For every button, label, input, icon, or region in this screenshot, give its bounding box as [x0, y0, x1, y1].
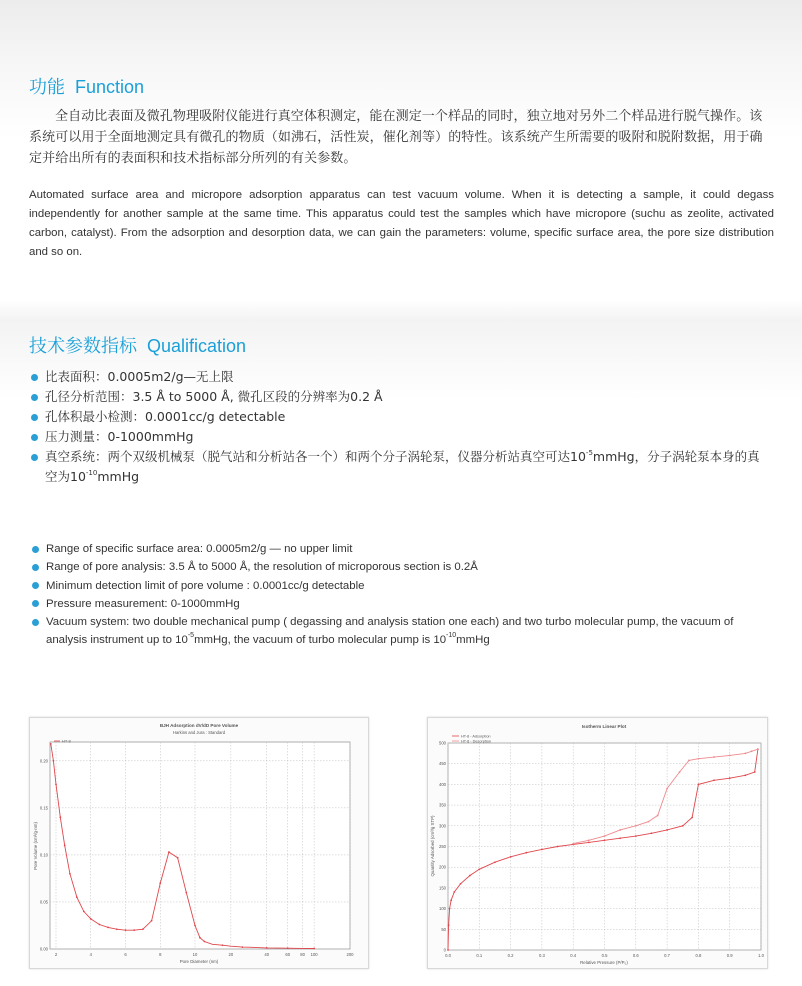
y-tick-label: 0 [443, 947, 446, 953]
bullet-icon [31, 454, 38, 461]
data-point [185, 892, 187, 894]
chart-subtitle: Harkins and Jura : Standard [172, 730, 226, 735]
chart-title: BJH Adsorption dV/dD Pore Volume [159, 723, 239, 728]
list-item: Pressure measurement: 0-1000mmHg [32, 595, 772, 613]
data-point [159, 882, 161, 884]
data-point [682, 825, 684, 827]
list-item: 比表面积：0.0005m2/g—无上限 [31, 367, 771, 387]
isotherm-chart-svg [428, 718, 767, 968]
bullet-icon [31, 394, 38, 401]
y-tick-label: 250 [439, 844, 446, 849]
isotherm-chart [427, 717, 768, 969]
list-item: Range of pore analysis: 3.5 Å to 5000 Å, the resolution of microporous section is 0.2Å [32, 558, 772, 576]
qualification-heading-cn: 技术参数指标 [29, 336, 137, 356]
data-point [744, 774, 746, 776]
data-point [510, 856, 512, 858]
legend-label: HT-8 - Desorption [461, 739, 491, 744]
function-paragraph-en: Automated surface area and micropore adsorption apparatus can test vacuum volume. When it is detecting a sample, it could degass independently for another sample at the same time. This apparatus could test the samples which have micropore (suchu as zeolite, activated carbon, catalyst). From the adsorption and desorption data, we can gain the parameters: volume, specific surface area, the pore size distribution and so on. [29, 189, 774, 258]
x-tick-label: 10 [192, 952, 198, 957]
data-point [698, 758, 700, 760]
data-point [199, 937, 201, 939]
x-tick-label: 0.2 [507, 953, 514, 958]
pore-volume-chart-svg [30, 718, 368, 968]
y-tick-label: 0.05 [39, 899, 48, 905]
x-tick-label: 60 [285, 952, 291, 957]
data-point [59, 816, 61, 818]
data-point [666, 829, 668, 831]
data-point [69, 873, 71, 875]
x-tick-label: 100 [310, 952, 318, 957]
y-tick-label: 200 [439, 864, 446, 870]
y-tick-label: 0.15 [39, 805, 48, 811]
list-item: Range of specific surface area: 0.0005m2/g — no upper limit [32, 540, 772, 558]
list-item-vacuum: Vacuum system: two double mechanical pump ( degassing and analysis station one each) and two turbo molecular pump, the vacuum of analysis instrument up to $10^{-5}mmHg$, the vacuum of turbo molecular pump is $10^{-10}mmHg$ [32, 613, 772, 650]
function-heading-en: Function [75, 77, 145, 97]
data-point [448, 924, 450, 926]
y-tick-label: 350 [439, 802, 446, 808]
x-axis-label: Relative Pressure (P/P₀) [580, 960, 628, 965]
x-axis-label: Pore Diameter (nm) [179, 959, 219, 964]
x-tick-label: 0.0 [445, 953, 451, 958]
bullet-icon [31, 434, 38, 441]
y-tick-label: 300 [439, 823, 446, 829]
qualification-list-en [32, 540, 772, 650]
data-point [751, 750, 753, 752]
x-tick-label: 0.6 [632, 953, 639, 958]
list-item: 压力测量：0-1000mmHg [31, 427, 771, 447]
data-point [116, 928, 118, 930]
list-item: 孔体积最小检测：0.0001cc/g detectable [31, 407, 771, 427]
plot-area [50, 742, 350, 949]
data-point [99, 924, 101, 926]
qualification-heading [29, 332, 246, 358]
data-point [450, 899, 452, 901]
qualification-list-cn [31, 367, 771, 487]
y-tick-label: 150 [439, 885, 446, 891]
data-point [494, 861, 496, 863]
x-tick-label: 0.9 [726, 953, 733, 958]
list-item-vacuum: 真空系统：两个双级机械泵（脱气站和分析站各一个）和两个分子涡轮泵，仪器分析站真空可达$10^{-5}mmHg$，分子涡轮泵本身的真空为$10^{-10}mmHg$ [31, 447, 771, 487]
data-point [729, 777, 731, 779]
data-point [757, 748, 759, 750]
bullet-icon [32, 619, 39, 626]
bullet-icon [32, 600, 39, 607]
data-point [204, 941, 206, 943]
data-point [76, 896, 78, 898]
data-point [168, 851, 170, 853]
data-point [588, 841, 590, 843]
data-point [50, 743, 52, 745]
data-point [619, 837, 621, 839]
x-tick-label: 0.1 [476, 953, 483, 958]
function-paragraph-cn: 全自动比表面及微孔物理吸附仪能进行真空体积测定，能在测定一个样品的同时，独立地对另外二个样品进行脱气操作。该系统可以用于全面地测定具有微孔的物质（如沸石，活性炭，催化剂等）的特性。该系统产生所需要的吸附和脱附数据，用于确定并给出所有的表面积和技术指标部分所列的有关参数。 [29, 109, 763, 166]
data-point [242, 946, 244, 948]
data-point [90, 918, 92, 920]
bullet-icon [32, 564, 39, 571]
pore-volume-chart [29, 717, 369, 969]
data-point [713, 779, 715, 781]
x-tick-label: 40 [264, 952, 270, 957]
data-point [572, 843, 574, 845]
data-point [619, 829, 621, 831]
y-tick-label: 0.10 [39, 852, 48, 858]
data-point [142, 928, 144, 930]
data-point [64, 845, 66, 847]
data-point [469, 875, 471, 877]
data-point [604, 835, 606, 837]
x-tick-label: 20 [228, 952, 234, 957]
list-item: 孔径分析范围：3.5 Å to 5000 Å, 微孔区段的分辨率为0.2 Å [31, 387, 771, 407]
data-point [666, 788, 668, 790]
x-tick-label: 80 [300, 952, 305, 957]
data-point [688, 759, 690, 761]
data-point [83, 910, 85, 912]
y-axis-label: Pore Volume (cm³/g·nm) [33, 822, 38, 870]
data-point [478, 868, 480, 870]
data-point [313, 948, 315, 950]
y-tick-label: 100 [439, 906, 446, 912]
function-heading [29, 73, 144, 99]
x-tick-label: 2 [54, 952, 58, 957]
data-point [635, 825, 637, 827]
legend-label: HT-8 [62, 738, 71, 744]
bullet-icon [32, 546, 39, 553]
y-tick-label: 0.00 [39, 946, 48, 952]
data-point [107, 926, 109, 928]
y-axis-label: Quantity Adsorbed (cm³/g STP) [430, 815, 435, 877]
data-point [453, 891, 455, 893]
data-point [713, 756, 715, 758]
y-tick-label: 450 [439, 761, 446, 767]
data-point [125, 929, 127, 931]
x-tick-label: 6 [124, 952, 127, 957]
data-point [651, 832, 653, 834]
data-point [151, 920, 153, 922]
chart-title: Isotherm Linear Plot [581, 724, 627, 729]
qualification-heading-en: Qualification [147, 336, 247, 356]
x-tick-label: 0.4 [570, 953, 577, 958]
data-point [287, 947, 289, 949]
x-tick-label: 8 [159, 952, 162, 957]
bullet-icon [31, 374, 38, 381]
data-point [266, 947, 268, 949]
data-point [635, 835, 637, 837]
data-point [698, 784, 700, 786]
x-tick-label: 0.3 [538, 953, 545, 958]
data-point [52, 760, 54, 762]
x-tick-label: 200 [346, 952, 354, 957]
data-point [744, 752, 746, 754]
bullet-icon [31, 414, 38, 421]
x-tick-label: 4 [89, 952, 92, 957]
data-point [541, 848, 543, 850]
data-point [449, 908, 451, 910]
data-point [133, 929, 135, 931]
data-point [222, 944, 224, 946]
data-point [525, 852, 527, 854]
data-point [691, 817, 693, 819]
data-point [754, 771, 756, 773]
data-point [604, 839, 606, 841]
data-point [679, 771, 681, 773]
data-point [460, 883, 462, 885]
data-point [557, 846, 559, 848]
data-point [647, 821, 649, 823]
y-tick-label: 400 [439, 781, 446, 787]
x-tick-label: 0.8 [695, 953, 702, 958]
data-point [729, 755, 731, 757]
function-heading-cn: 功能 [29, 77, 65, 97]
y-tick-label: 500 [439, 740, 446, 746]
list-item: Minimum detection limit of pore volume : 0.0001cc/g detectable [32, 577, 772, 595]
data-point [55, 783, 57, 785]
x-tick-label: 1.0 [758, 953, 764, 958]
y-tick-label: 50 [441, 926, 446, 932]
data-point [194, 925, 196, 927]
data-point [588, 839, 590, 841]
legend-label: HT-8 - Adsorption [461, 734, 491, 739]
data-point [657, 815, 659, 817]
data-point [177, 857, 179, 859]
bullet-icon [32, 582, 39, 589]
x-tick-label: 0.5 [601, 953, 608, 958]
data-point [447, 949, 449, 951]
x-tick-label: 0.7 [664, 953, 671, 958]
y-tick-label: 0.20 [39, 758, 48, 764]
